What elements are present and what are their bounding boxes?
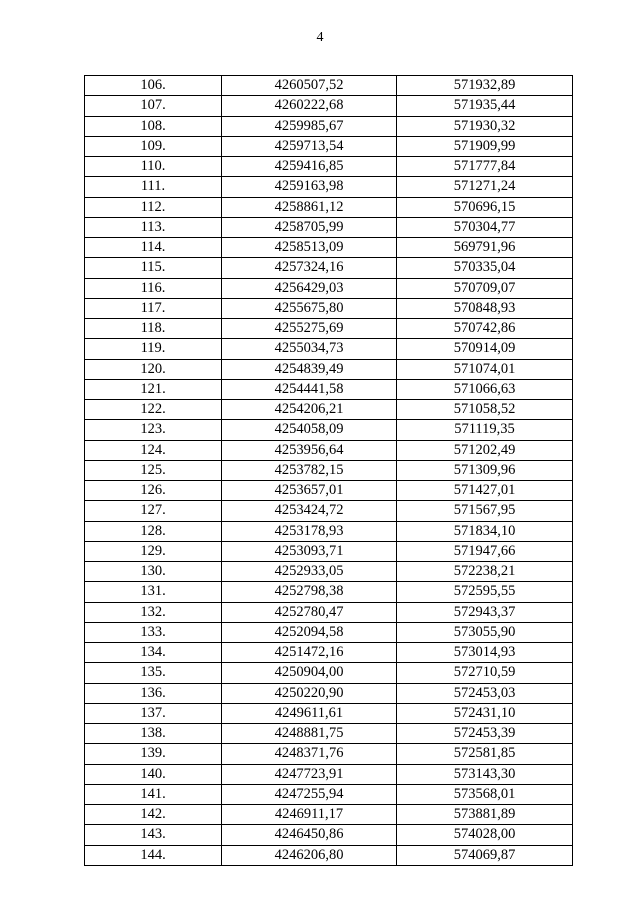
table-row (85, 238, 573, 258)
x-coordinate-cell: 4253657,01 (222, 481, 397, 501)
point-number-cell: 134. (85, 643, 222, 663)
x-coordinate-cell: 4252094,58 (222, 622, 397, 642)
y-coordinate-cell: 570914,09 (397, 339, 573, 359)
table-row (85, 359, 573, 379)
point-number-cell: 112. (85, 197, 222, 217)
point-number-cell: 128. (85, 521, 222, 541)
x-coordinate-cell: 4259985,67 (222, 116, 397, 136)
point-number-cell: 139. (85, 744, 222, 764)
x-coordinate-cell: 4246206,80 (222, 845, 397, 865)
y-coordinate-cell: 571074,01 (397, 359, 573, 379)
table-row (85, 258, 573, 278)
table-row (85, 663, 573, 683)
y-coordinate-cell: 571932,89 (397, 76, 573, 96)
x-coordinate-cell: 4252780,47 (222, 602, 397, 622)
y-coordinate-cell: 569791,96 (397, 238, 573, 258)
y-coordinate-cell: 573055,90 (397, 622, 573, 642)
point-number-cell: 117. (85, 298, 222, 318)
x-coordinate-cell: 4250220,90 (222, 683, 397, 703)
table-row (85, 541, 573, 561)
x-coordinate-cell: 4258705,99 (222, 217, 397, 237)
x-coordinate-cell: 4251472,16 (222, 643, 397, 663)
x-coordinate-cell: 4255675,80 (222, 298, 397, 318)
y-coordinate-cell: 572453,03 (397, 683, 573, 703)
x-coordinate-cell: 4247723,91 (222, 764, 397, 784)
point-number-cell: 137. (85, 703, 222, 723)
table-row (85, 845, 573, 865)
point-number-cell: 107. (85, 96, 222, 116)
table-row (85, 501, 573, 521)
y-coordinate-cell: 570304,77 (397, 217, 573, 237)
x-coordinate-cell: 4259713,54 (222, 136, 397, 156)
table-row (85, 76, 573, 96)
y-coordinate-cell: 571271,24 (397, 177, 573, 197)
x-coordinate-cell: 4247255,94 (222, 784, 397, 804)
point-number-cell: 123. (85, 420, 222, 440)
x-coordinate-cell: 4254441,58 (222, 379, 397, 399)
point-number-cell: 109. (85, 136, 222, 156)
y-coordinate-cell: 573881,89 (397, 805, 573, 825)
y-coordinate-cell: 572710,59 (397, 663, 573, 683)
y-coordinate-cell: 571058,52 (397, 400, 573, 420)
table-row (85, 602, 573, 622)
x-coordinate-cell: 4253782,15 (222, 460, 397, 480)
table-row (85, 703, 573, 723)
x-coordinate-cell: 4259416,85 (222, 157, 397, 177)
y-coordinate-cell: 573143,30 (397, 764, 573, 784)
point-number-cell: 130. (85, 562, 222, 582)
y-coordinate-cell: 572238,21 (397, 562, 573, 582)
coordinates-table-body (85, 76, 573, 866)
point-number-cell: 113. (85, 217, 222, 237)
y-coordinate-cell: 571909,99 (397, 136, 573, 156)
x-coordinate-cell: 4258513,09 (222, 238, 397, 258)
table-row (85, 481, 573, 501)
table-row (85, 764, 573, 784)
table-row (85, 278, 573, 298)
x-coordinate-cell: 4248371,76 (222, 744, 397, 764)
y-coordinate-cell: 570848,93 (397, 298, 573, 318)
table-row (85, 157, 573, 177)
y-coordinate-cell: 571202,49 (397, 440, 573, 460)
x-coordinate-cell: 4255034,73 (222, 339, 397, 359)
x-coordinate-cell: 4259163,98 (222, 177, 397, 197)
y-coordinate-cell: 574028,00 (397, 825, 573, 845)
x-coordinate-cell: 4254058,09 (222, 420, 397, 440)
x-coordinate-cell: 4253956,64 (222, 440, 397, 460)
coordinates-table (84, 75, 573, 866)
point-number-cell: 127. (85, 501, 222, 521)
point-number-cell: 143. (85, 825, 222, 845)
y-coordinate-cell: 570742,86 (397, 319, 573, 339)
x-coordinate-cell: 4260222,68 (222, 96, 397, 116)
y-coordinate-cell: 571119,35 (397, 420, 573, 440)
point-number-cell: 138. (85, 724, 222, 744)
x-coordinate-cell: 4258861,12 (222, 197, 397, 217)
point-number-cell: 115. (85, 258, 222, 278)
point-number-cell: 142. (85, 805, 222, 825)
y-coordinate-cell: 571309,96 (397, 460, 573, 480)
x-coordinate-cell: 4254839,49 (222, 359, 397, 379)
table-row (85, 643, 573, 663)
y-coordinate-cell: 571427,01 (397, 481, 573, 501)
point-number-cell: 144. (85, 845, 222, 865)
y-coordinate-cell: 572431,10 (397, 703, 573, 723)
table-row (85, 784, 573, 804)
y-coordinate-cell: 572943,37 (397, 602, 573, 622)
point-number-cell: 126. (85, 481, 222, 501)
point-number-cell: 141. (85, 784, 222, 804)
y-coordinate-cell: 571930,32 (397, 116, 573, 136)
y-coordinate-cell: 571567,95 (397, 501, 573, 521)
point-number-cell: 133. (85, 622, 222, 642)
x-coordinate-cell: 4253424,72 (222, 501, 397, 521)
x-coordinate-cell: 4253093,71 (222, 541, 397, 561)
table-row (85, 319, 573, 339)
table-row (85, 562, 573, 582)
table-row (85, 379, 573, 399)
table-row (85, 724, 573, 744)
x-coordinate-cell: 4260507,52 (222, 76, 397, 96)
y-coordinate-cell: 573568,01 (397, 784, 573, 804)
x-coordinate-cell: 4257324,16 (222, 258, 397, 278)
point-number-cell: 111. (85, 177, 222, 197)
point-number-cell: 135. (85, 663, 222, 683)
table-row (85, 298, 573, 318)
table-row (85, 136, 573, 156)
point-number-cell: 108. (85, 116, 222, 136)
table-row (85, 440, 573, 460)
y-coordinate-cell: 571834,10 (397, 521, 573, 541)
x-coordinate-cell: 4255275,69 (222, 319, 397, 339)
point-number-cell: 119. (85, 339, 222, 359)
point-number-cell: 121. (85, 379, 222, 399)
x-coordinate-cell: 4249611,61 (222, 703, 397, 723)
x-coordinate-cell: 4246450,86 (222, 825, 397, 845)
point-number-cell: 132. (85, 602, 222, 622)
table-row (85, 400, 573, 420)
table-row (85, 805, 573, 825)
point-number-cell: 118. (85, 319, 222, 339)
x-coordinate-cell: 4250904,00 (222, 663, 397, 683)
y-coordinate-cell: 571947,66 (397, 541, 573, 561)
y-coordinate-cell: 570696,15 (397, 197, 573, 217)
y-coordinate-cell: 572453,39 (397, 724, 573, 744)
table-row (85, 521, 573, 541)
y-coordinate-cell: 571935,44 (397, 96, 573, 116)
point-number-cell: 114. (85, 238, 222, 258)
point-number-cell: 110. (85, 157, 222, 177)
table-row (85, 683, 573, 703)
x-coordinate-cell: 4248881,75 (222, 724, 397, 744)
table-row (85, 339, 573, 359)
y-coordinate-cell: 574069,87 (397, 845, 573, 865)
x-coordinate-cell: 4253178,93 (222, 521, 397, 541)
y-coordinate-cell: 570709,07 (397, 278, 573, 298)
y-coordinate-cell: 571066,63 (397, 379, 573, 399)
point-number-cell: 106. (85, 76, 222, 96)
x-coordinate-cell: 4252933,05 (222, 562, 397, 582)
y-coordinate-cell: 573014,93 (397, 643, 573, 663)
table-row (85, 217, 573, 237)
x-coordinate-cell: 4246911,17 (222, 805, 397, 825)
x-coordinate-cell: 4252798,38 (222, 582, 397, 602)
x-coordinate-cell: 4256429,03 (222, 278, 397, 298)
table-row (85, 622, 573, 642)
point-number-cell: 140. (85, 764, 222, 784)
table-row (85, 116, 573, 136)
table-row (85, 197, 573, 217)
y-coordinate-cell: 572595,55 (397, 582, 573, 602)
point-number-cell: 125. (85, 460, 222, 480)
point-number-cell: 129. (85, 541, 222, 561)
y-coordinate-cell: 571777,84 (397, 157, 573, 177)
x-coordinate-cell: 4254206,21 (222, 400, 397, 420)
page-number: 4 (316, 30, 324, 45)
point-number-cell: 116. (85, 278, 222, 298)
point-number-cell: 131. (85, 582, 222, 602)
table-row (85, 177, 573, 197)
table-row (85, 582, 573, 602)
point-number-cell: 122. (85, 400, 222, 420)
point-number-cell: 120. (85, 359, 222, 379)
table-row (85, 96, 573, 116)
table-row (85, 825, 573, 845)
table-row (85, 420, 573, 440)
table-row (85, 744, 573, 764)
point-number-cell: 136. (85, 683, 222, 703)
point-number-cell: 124. (85, 440, 222, 460)
y-coordinate-cell: 570335,04 (397, 258, 573, 278)
table-row (85, 460, 573, 480)
y-coordinate-cell: 572581,85 (397, 744, 573, 764)
